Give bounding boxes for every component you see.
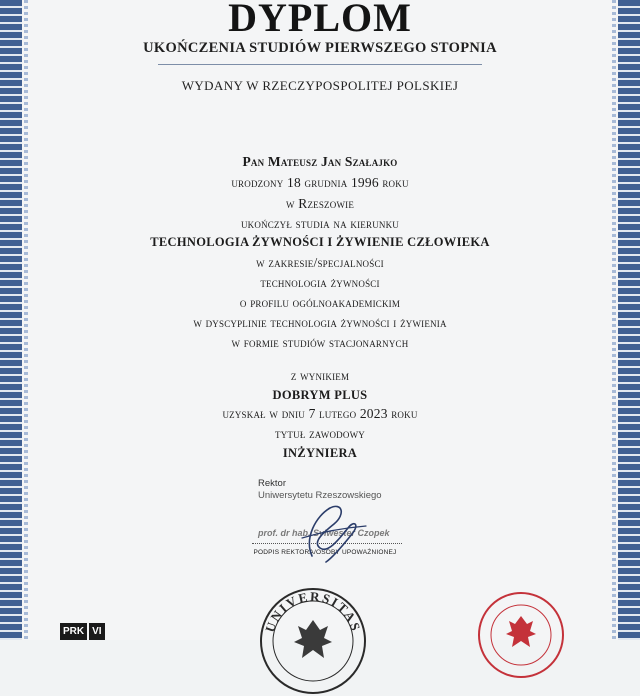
prk-level-badge (60, 623, 105, 640)
birth-place: w Rzeszowie (285, 196, 355, 211)
degree: INŻYNIERA (282, 446, 358, 460)
grade: DOBRYM PLUS (272, 388, 368, 402)
result-label: z wynikiem (290, 368, 350, 383)
rektor-university: Uniwersytetu Rzeszowskiego (258, 490, 382, 501)
diploma-subtitle: UKOŃCZENIA STUDIÓW PIERWSZEGO STOPNIA (143, 40, 497, 56)
graduate-name: Pan Mateusz Jan Szałajko (242, 154, 398, 169)
completed-line: ukończył studia na kierunku (240, 216, 399, 231)
rektor-label: Rektor (258, 478, 286, 489)
specialty: technologia żywności (260, 275, 380, 290)
official-stamp-icon (476, 590, 566, 680)
birth-date: urodzony 18 grudnia 1996 roku (231, 175, 409, 190)
decorative-border-left (0, 0, 22, 640)
field-of-study: TECHNOLOGIA ŻYWNOŚCI I ŻYWIENIE CZŁOWIEKA (150, 235, 490, 249)
university-seal-icon (258, 586, 368, 696)
divider (158, 64, 482, 65)
scope-label: w zakresie/specjalności (256, 255, 384, 270)
title-label: tytuł zawodowy (275, 426, 365, 441)
handwritten-signature-icon (282, 498, 372, 568)
prk-level: VI (89, 623, 104, 640)
issued-line: WYDANY W RZECZYPOSPOLITEJ POLSKIEJ (181, 78, 459, 93)
prk-label: PRK (60, 623, 87, 640)
study-form: w formie studiów stacjonarnych (231, 335, 409, 350)
signer-name: prof. dr hab. Sylwester Czopek (258, 528, 390, 538)
diploma-title: DYPLOM (228, 0, 412, 40)
signature-caption: PODPIS REKTORA/OSOBY UPOWAŻNIONEJ (253, 549, 397, 556)
seal-text: UNIVERSITAS (262, 588, 364, 635)
award-date: uzyskał w dniu 7 lutego 2023 roku (222, 406, 418, 421)
discipline: w dyscyplinie technologia żywności i żywienia (193, 315, 447, 330)
decorative-border-right (618, 0, 640, 640)
profile: o profilu ogólnoakademickim (239, 295, 401, 310)
